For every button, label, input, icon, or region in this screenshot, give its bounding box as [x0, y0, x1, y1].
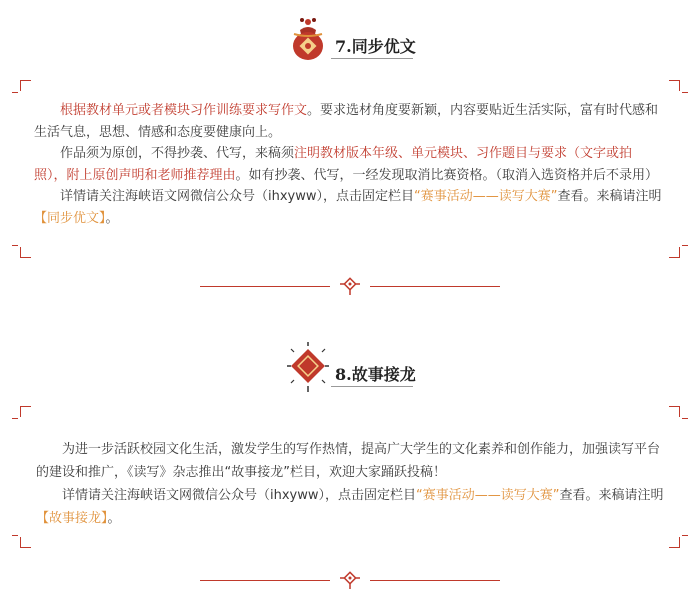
tag-text: 【故事接龙】	[36, 511, 108, 526]
text: 查看。来稿请注明	[557, 189, 662, 204]
corner-ornament	[669, 247, 680, 258]
frame-tick	[12, 418, 18, 419]
frame-tick	[12, 535, 18, 536]
text: 。如有抄袭、代写，一经发现取消比赛资格。（取消入选资格并后不录用）	[235, 167, 659, 183]
divider-line	[200, 580, 330, 581]
section-body	[34, 100, 662, 229]
text: 。	[107, 511, 121, 526]
frame-tick	[682, 418, 688, 419]
section-divider	[200, 570, 500, 590]
frame-tick	[682, 535, 688, 536]
highlight-text: 根据教材单元或者模块习作训练要求写作文	[60, 103, 308, 118]
paragraph: 为进一步活跃校园文化生活，激发学生的写作热情，提高广大学生的文化素养和创作能力，加强读写平台的建设和推广，《读写》杂志推出“故事接龙”栏目，欢迎大家踊跃投稿！	[36, 442, 661, 480]
text: 详情请关注海峡语文网微信公众号（ihxyww），点击固定栏目	[62, 488, 417, 503]
section-gushi-jielong	[0, 330, 700, 612]
corner-ornament	[669, 80, 680, 91]
divider-line	[370, 580, 500, 581]
section-title-block	[285, 342, 425, 392]
section-title: 8.故事接龙	[335, 365, 416, 384]
divider-line	[370, 286, 500, 287]
column-link-text: “赛事活动——读写大赛”	[416, 488, 560, 503]
divider-line	[200, 286, 330, 287]
section-divider	[200, 276, 500, 296]
section-body	[36, 438, 668, 530]
chinese-knot-icon	[340, 570, 360, 590]
frame-tick	[682, 245, 688, 246]
diamond-knot-icon	[285, 342, 331, 392]
corner-ornament	[20, 80, 31, 91]
paragraph	[36, 484, 668, 530]
text: 查看。来稿请注明	[559, 488, 664, 503]
chinese-knot-icon	[340, 276, 360, 296]
text: 详情请关注海峡语文网微信公众号（ihxyww），点击固定栏目	[60, 189, 415, 204]
corner-ornament	[669, 406, 680, 417]
text: 。	[105, 210, 119, 226]
corner-ornament	[20, 537, 31, 548]
title-underline	[331, 58, 413, 59]
column-link-text: “赛事活动——读写大赛”	[414, 189, 558, 204]
title-underline	[331, 386, 413, 387]
frame-tick	[12, 92, 18, 93]
lucky-bag-icon	[285, 14, 331, 64]
text: 作品须为原创，不得抄袭、代写，来稿须	[60, 146, 295, 161]
section-title: 7.同步优文	[335, 37, 416, 56]
corner-ornament	[669, 537, 680, 548]
paragraph	[34, 186, 662, 229]
section-tongbu-youwen	[0, 0, 700, 300]
corner-ornament	[20, 406, 31, 417]
corner-ornament	[20, 247, 31, 258]
text: 。要求选材角度要新颖，内容要贴近生活实际，富有时代感和生活气息，思想、情感和态度要健康向上。	[34, 103, 659, 140]
frame-tick	[682, 92, 688, 93]
highlight-text: 注明教材版本年级、单元模块、习作题目与要求（文字或拍照），附上原创声明和老师推荐理由	[34, 146, 633, 183]
paragraph	[34, 143, 662, 186]
paragraph	[34, 100, 662, 143]
tag-text: 【同步优文】	[34, 210, 106, 226]
section-title-block	[285, 14, 425, 64]
frame-tick	[12, 245, 18, 246]
